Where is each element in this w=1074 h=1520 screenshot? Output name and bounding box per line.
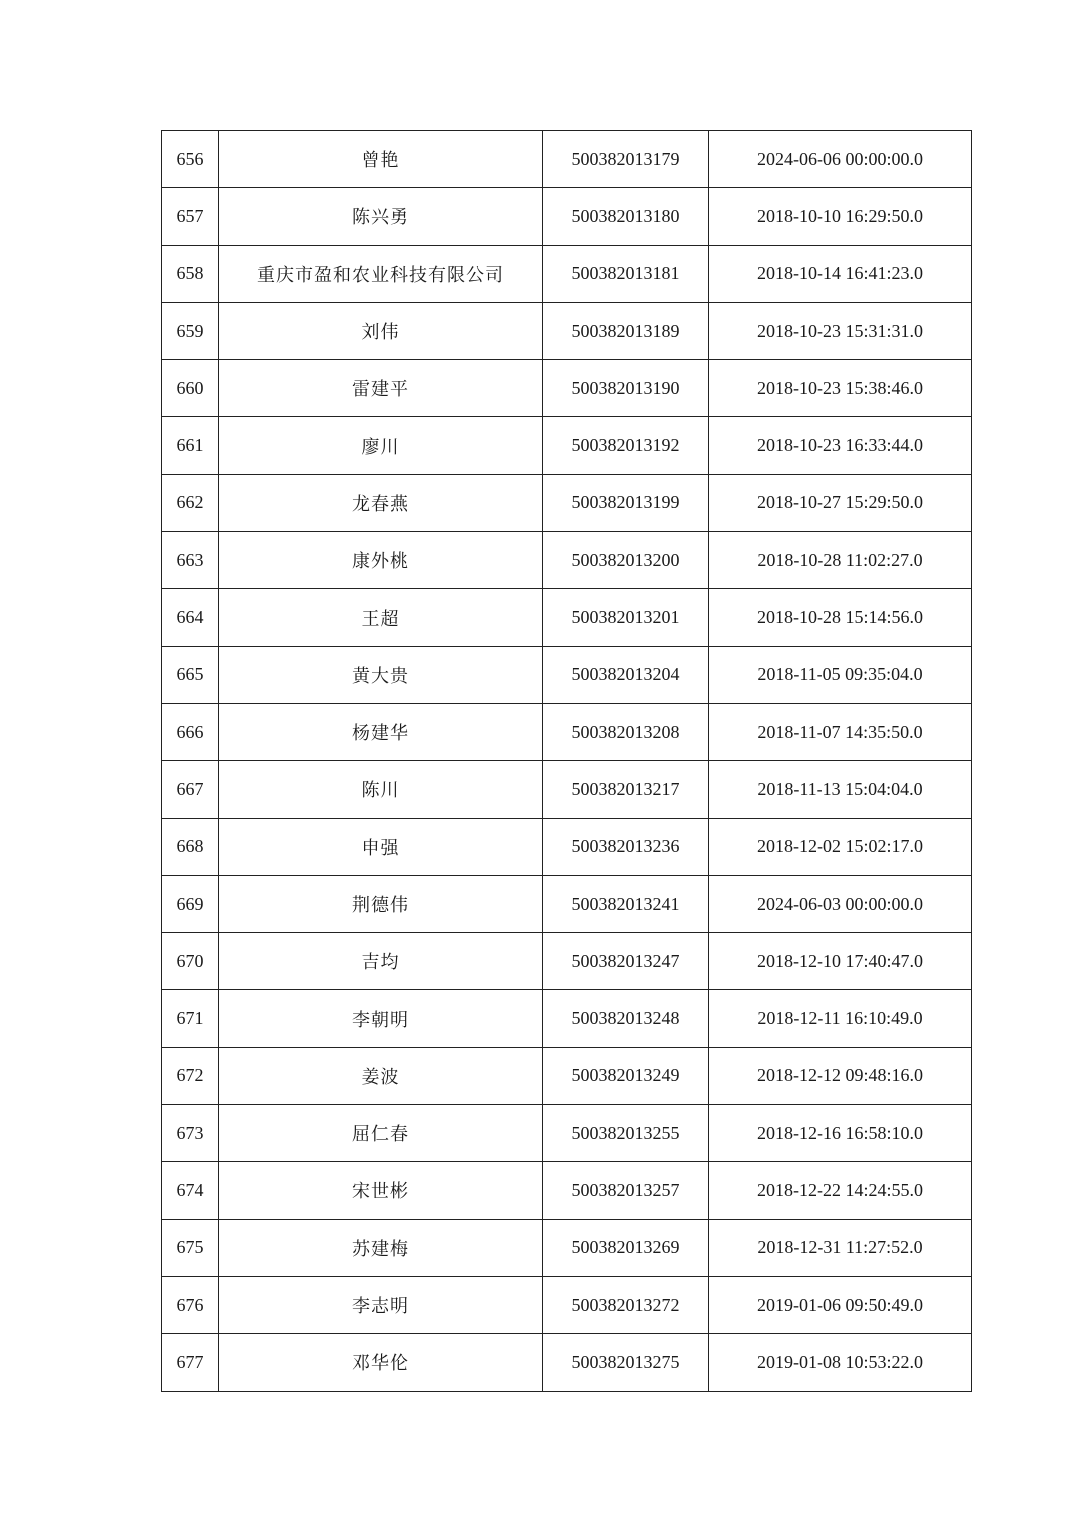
timestamp-cell: 2018-12-22 14:24:55.0 <box>709 1162 972 1219</box>
table-row <box>162 818 972 875</box>
timestamp-cell: 2018-10-14 16:41:23.0 <box>709 245 972 302</box>
row-number-cell: 656 <box>162 131 219 188</box>
row-number-cell: 674 <box>162 1162 219 1219</box>
name-cell: 陈兴勇 <box>219 188 543 245</box>
name-cell: 苏建梅 <box>219 1219 543 1276</box>
row-number-cell: 675 <box>162 1219 219 1276</box>
table-row <box>162 474 972 531</box>
name-cell: 申强 <box>219 818 543 875</box>
row-number-cell: 667 <box>162 761 219 818</box>
records-table-body <box>162 131 972 1392</box>
row-number-cell: 665 <box>162 646 219 703</box>
timestamp-cell: 2019-01-08 10:53:22.0 <box>709 1334 972 1391</box>
row-number-cell: 666 <box>162 703 219 760</box>
name-cell: 曾艳 <box>219 131 543 188</box>
code-cell: 500382013189 <box>543 302 709 359</box>
name-cell: 重庆市盈和农业科技有限公司 <box>219 245 543 302</box>
timestamp-cell: 2018-10-23 15:38:46.0 <box>709 360 972 417</box>
code-cell: 500382013236 <box>543 818 709 875</box>
name-cell: 龙春燕 <box>219 474 543 531</box>
code-cell: 500382013199 <box>543 474 709 531</box>
table-row <box>162 1047 972 1104</box>
code-cell: 500382013257 <box>543 1162 709 1219</box>
row-number-cell: 669 <box>162 875 219 932</box>
timestamp-cell: 2018-12-10 17:40:47.0 <box>709 933 972 990</box>
table-row <box>162 589 972 646</box>
row-number-cell: 663 <box>162 532 219 589</box>
name-cell: 李志明 <box>219 1276 543 1333</box>
timestamp-cell: 2018-11-07 14:35:50.0 <box>709 703 972 760</box>
code-cell: 500382013208 <box>543 703 709 760</box>
table-row <box>162 1162 972 1219</box>
timestamp-cell: 2018-11-13 15:04:04.0 <box>709 761 972 818</box>
row-number-cell: 670 <box>162 933 219 990</box>
row-number-cell: 677 <box>162 1334 219 1391</box>
code-cell: 500382013179 <box>543 131 709 188</box>
code-cell: 500382013241 <box>543 875 709 932</box>
row-number-cell: 672 <box>162 1047 219 1104</box>
timestamp-cell: 2018-10-23 16:33:44.0 <box>709 417 972 474</box>
timestamp-cell: 2024-06-06 00:00:00.0 <box>709 131 972 188</box>
table-row <box>162 703 972 760</box>
name-cell: 杨建华 <box>219 703 543 760</box>
code-cell: 500382013192 <box>543 417 709 474</box>
row-number-cell: 673 <box>162 1105 219 1162</box>
table-row <box>162 417 972 474</box>
table-row <box>162 1334 972 1391</box>
row-number-cell: 657 <box>162 188 219 245</box>
timestamp-cell: 2018-10-27 15:29:50.0 <box>709 474 972 531</box>
name-cell: 吉均 <box>219 933 543 990</box>
name-cell: 李朝明 <box>219 990 543 1047</box>
name-cell: 刘伟 <box>219 302 543 359</box>
name-cell: 廖川 <box>219 417 543 474</box>
code-cell: 500382013255 <box>543 1105 709 1162</box>
row-number-cell: 664 <box>162 589 219 646</box>
code-cell: 500382013204 <box>543 646 709 703</box>
code-cell: 500382013269 <box>543 1219 709 1276</box>
timestamp-cell: 2018-11-05 09:35:04.0 <box>709 646 972 703</box>
table-row <box>162 646 972 703</box>
table-row <box>162 990 972 1047</box>
row-number-cell: 661 <box>162 417 219 474</box>
code-cell: 500382013180 <box>543 188 709 245</box>
table-row <box>162 1105 972 1162</box>
name-cell: 邓华伦 <box>219 1334 543 1391</box>
row-number-cell: 676 <box>162 1276 219 1333</box>
table-row <box>162 131 972 188</box>
name-cell: 陈川 <box>219 761 543 818</box>
table-row <box>162 933 972 990</box>
timestamp-cell: 2018-12-16 16:58:10.0 <box>709 1105 972 1162</box>
name-cell: 黄大贵 <box>219 646 543 703</box>
timestamp-cell: 2024-06-03 00:00:00.0 <box>709 875 972 932</box>
timestamp-cell: 2018-10-23 15:31:31.0 <box>709 302 972 359</box>
timestamp-cell: 2018-12-12 09:48:16.0 <box>709 1047 972 1104</box>
name-cell: 荆德伟 <box>219 875 543 932</box>
name-cell: 雷建平 <box>219 360 543 417</box>
table-row <box>162 875 972 932</box>
code-cell: 500382013272 <box>543 1276 709 1333</box>
timestamp-cell: 2018-12-31 11:27:52.0 <box>709 1219 972 1276</box>
records-table <box>161 130 972 1392</box>
row-number-cell: 660 <box>162 360 219 417</box>
name-cell: 屈仁春 <box>219 1105 543 1162</box>
timestamp-cell: 2018-10-28 11:02:27.0 <box>709 532 972 589</box>
table-row <box>162 302 972 359</box>
table-row <box>162 761 972 818</box>
code-cell: 500382013181 <box>543 245 709 302</box>
row-number-cell: 671 <box>162 990 219 1047</box>
timestamp-cell: 2018-10-10 16:29:50.0 <box>709 188 972 245</box>
timestamp-cell: 2018-12-11 16:10:49.0 <box>709 990 972 1047</box>
code-cell: 500382013217 <box>543 761 709 818</box>
row-number-cell: 668 <box>162 818 219 875</box>
timestamp-cell: 2018-10-28 15:14:56.0 <box>709 589 972 646</box>
row-number-cell: 662 <box>162 474 219 531</box>
row-number-cell: 659 <box>162 302 219 359</box>
row-number-cell: 658 <box>162 245 219 302</box>
code-cell: 500382013248 <box>543 990 709 1047</box>
table-row <box>162 360 972 417</box>
table-row <box>162 1219 972 1276</box>
table-row <box>162 532 972 589</box>
timestamp-cell: 2018-12-02 15:02:17.0 <box>709 818 972 875</box>
name-cell: 宋世彬 <box>219 1162 543 1219</box>
name-cell: 康外桃 <box>219 532 543 589</box>
code-cell: 500382013190 <box>543 360 709 417</box>
code-cell: 500382013247 <box>543 933 709 990</box>
name-cell: 王超 <box>219 589 543 646</box>
timestamp-cell: 2019-01-06 09:50:49.0 <box>709 1276 972 1333</box>
code-cell: 500382013275 <box>543 1334 709 1391</box>
code-cell: 500382013200 <box>543 532 709 589</box>
table-row <box>162 1276 972 1333</box>
table-row <box>162 188 972 245</box>
table-row <box>162 245 972 302</box>
code-cell: 500382013249 <box>543 1047 709 1104</box>
name-cell: 姜波 <box>219 1047 543 1104</box>
code-cell: 500382013201 <box>543 589 709 646</box>
